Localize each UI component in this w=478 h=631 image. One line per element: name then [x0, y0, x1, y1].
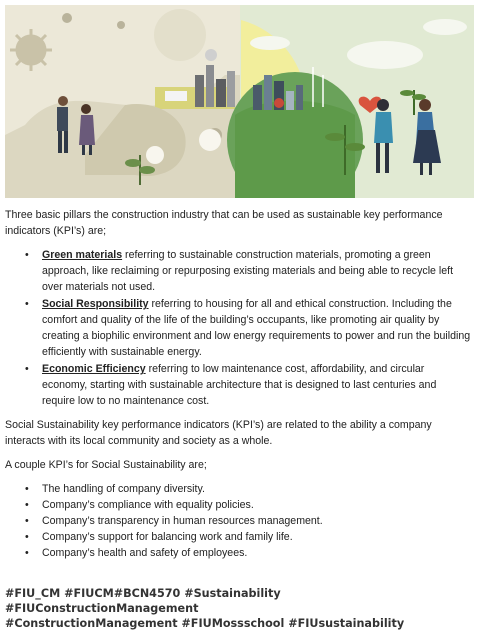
list-item: • Company’s compliance with equality policies. [5, 497, 471, 513]
social-paragraph: Social Sustainability key performance indicators (KPI’s) are related to the ability a company interacts with its local community and society as a whole. [5, 419, 432, 447]
list-item: • Company’s transparency in human resources management. [5, 513, 471, 529]
virus-icon [10, 29, 52, 71]
pillar-text: referring to low maintenance cost, affordability, and circular economy, starting with sustainable architecture that is designed to last centuries and require low to no maintenance cost. [42, 363, 437, 407]
pillar-term: Social Responsibility [42, 298, 149, 310]
hashtags-line: #FIU_CM #FIUCM#BCN4570 #Sustainability #FIUConstructionManagement [5, 587, 281, 615]
list-item [5, 247, 471, 295]
pillars-list [5, 247, 471, 409]
intro-paragraph: Three basic pillars the construction industry that can be used as sustainable key performance indicators (KPI’s) are; [5, 209, 443, 237]
kpi-list [5, 481, 471, 561]
list-item [5, 296, 471, 360]
article-body [5, 207, 471, 569]
list-item [5, 361, 471, 409]
pillar-term: Green materials [42, 249, 123, 261]
list-item: • The handling of company diversity. [5, 481, 471, 497]
sustainability-illustration [5, 5, 474, 198]
hashtags [5, 586, 473, 631]
list-item: • Company’s support for balancing work and family life. [5, 529, 471, 545]
hero-illustration [5, 5, 474, 198]
list-item: • Company’s health and safety of employees. [5, 545, 471, 561]
hashtags-line: #ConstructionManagement #FIUMossschool #FIUsustainability [5, 617, 405, 630]
kpi-intro: A couple KPI’s for Social Sustainability are; [5, 459, 207, 471]
pillar-text: referring to sustainable construction materials, promoting a green approach, like reclaiming or repurposing existing materials and being able to recycle left over materials not used. [42, 249, 454, 293]
pillar-term: Economic Efficiency [42, 363, 146, 375]
pillar-text: referring to housing for all and ethical construction. Including the comfort and quality of the life of the building’s occupants, like promoting air quality by creating a biophilic environment and low energy requirements to power and run the building efficiently with sustainable energy. [42, 298, 471, 358]
